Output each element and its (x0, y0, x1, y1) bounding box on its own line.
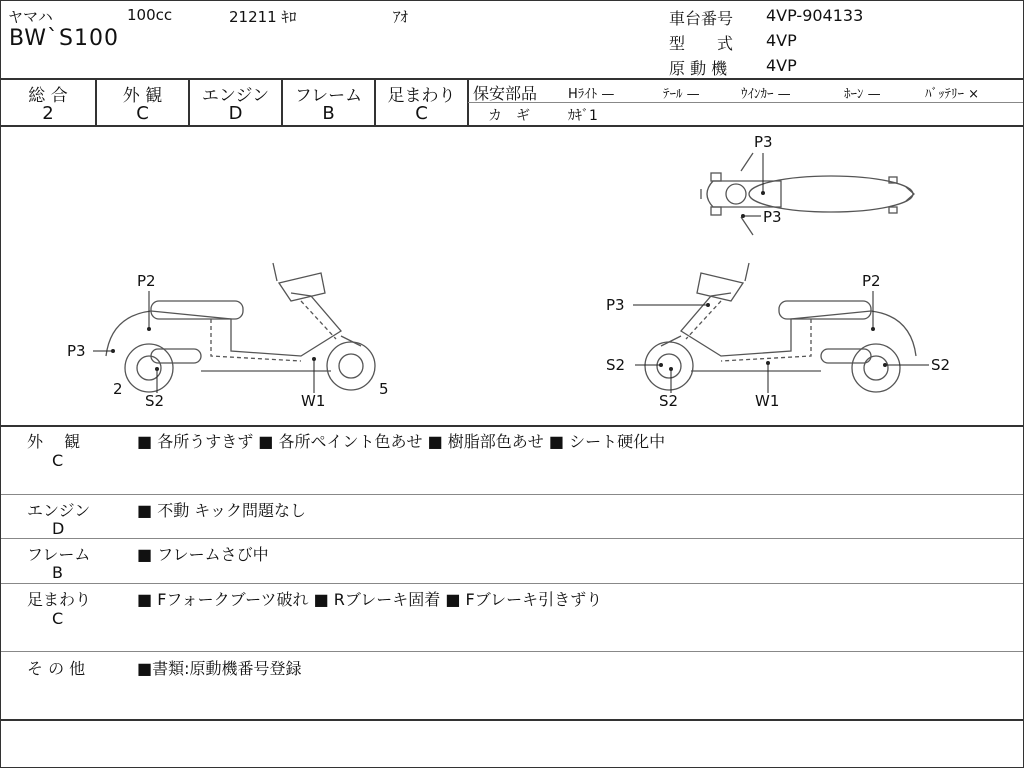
section-frame-grade: B (52, 563, 63, 582)
mark-right-w1: W1 (755, 392, 780, 410)
mark-left-p3: P3 (67, 342, 86, 360)
section-engine-grade: D (52, 519, 65, 538)
displacement: 100cc (127, 6, 173, 24)
mark-top-p3-a: P3 (754, 133, 773, 151)
section-exterior-grade: C (52, 451, 64, 470)
mark-left-5: 5 (379, 380, 389, 398)
model-name: BW`S100 (9, 26, 120, 51)
frame-no-label: 車台番号 (669, 9, 734, 28)
grade-frame-label: フレーム (294, 86, 363, 106)
color: ｱｵ (393, 8, 409, 26)
grade-overall-label: 総 合 (28, 86, 68, 106)
section-engine-items: ■ 不動 キック問題なし (137, 501, 306, 520)
safety-horn: ﾎｰﾝ — (844, 87, 881, 102)
mark-top-p3-b: P3 (763, 208, 782, 226)
section-frame-items: ■ フレームさび中 (137, 545, 269, 564)
mark-right-p3: P3 (606, 296, 625, 314)
section-suspension-label: 足まわり (27, 590, 92, 609)
section-suspension-items: ■ Fフォークブーツ破れ ■ Rブレーキ固着 ■ Fブレーキ引きずり (137, 590, 603, 609)
grade-exterior-label: 外 観 (122, 86, 163, 106)
mileage: 21211 ｷﾛ (229, 8, 297, 26)
section-other-items: ■書類:原動機番号登録 (137, 659, 302, 678)
section-engine-label: エンジン (27, 501, 91, 520)
mark-right-s2-front: S2 (606, 356, 626, 374)
key-label: カ ギ (488, 108, 530, 124)
section-frame-label: フレーム (27, 545, 91, 564)
grade-exterior-value: C (136, 103, 149, 124)
safety-battery: ﾊﾞｯﾃﾘｰ × (925, 87, 980, 102)
safety-tail: ﾃｰﾙ — (663, 87, 700, 102)
section-exterior-label: 外 観 (27, 432, 81, 451)
grade-frame-value: B (322, 103, 335, 124)
safety-winker: ｳｲﾝｶｰ — (741, 87, 791, 102)
mark-left-s2: S2 (145, 392, 165, 410)
section-suspension-grade: C (52, 609, 64, 628)
key-value: ｶｷﾞ1 (568, 108, 598, 124)
engine-label: 原 動 機 (669, 59, 728, 78)
scooter-top-view (701, 153, 914, 235)
mark-left-p2: P2 (137, 272, 156, 290)
mark-right-p2: P2 (862, 272, 881, 290)
frame-no: 4VP-904133 (766, 6, 864, 25)
grade-suspension-value: C (415, 103, 428, 124)
mark-left-2: 2 (113, 380, 123, 398)
section-other-label: そ の 他 (27, 659, 86, 678)
safety-headlight: Hﾗｲﾄ — (568, 87, 615, 102)
type-label: 型 式 (669, 34, 734, 53)
maker: ヤマハ (8, 8, 53, 26)
section-exterior-items: ■ 各所うすきず ■ 各所ペイント色あせ ■ 樹脂部色あせ ■ シート硬化中 (137, 432, 666, 451)
grade-engine-value: D (228, 103, 243, 124)
scooter-damage-diagram (1, 127, 1023, 425)
type-value: 4VP (766, 31, 797, 50)
mark-right-s2-wheel: S2 (659, 392, 679, 410)
mark-right-s2-rear: S2 (931, 356, 951, 374)
mark-left-w1: W1 (301, 392, 326, 410)
grade-engine-label: エンジン (201, 86, 270, 106)
engine-value: 4VP (766, 56, 797, 75)
safety-title: 保安部品 (473, 84, 538, 103)
grade-suspension-label: 足まわり (387, 86, 456, 106)
divider (1, 78, 1023, 80)
grade-overall-value: 2 (42, 103, 54, 124)
